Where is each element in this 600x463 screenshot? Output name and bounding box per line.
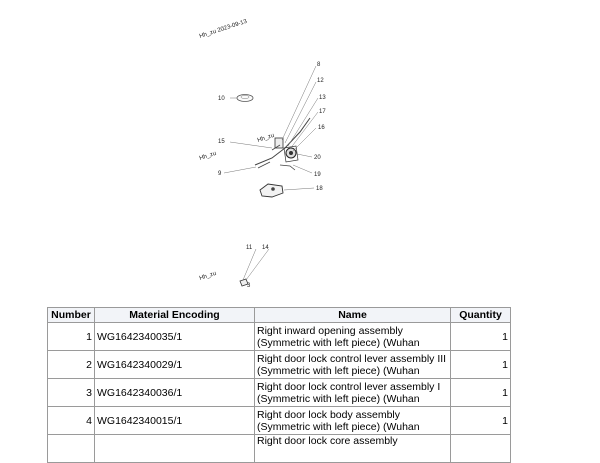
row-number: 4 <box>48 407 95 435</box>
table-row <box>48 407 511 435</box>
row-name: Right inward opening assembly (Symmetric with left piece) (Wuhan <box>255 323 451 351</box>
callout-17: 17 <box>319 109 326 115</box>
row-quantity: 1 <box>451 323 511 351</box>
row-material-code <box>95 435 255 463</box>
callout-13: 13 <box>319 95 326 101</box>
row-number: 3 <box>48 379 95 407</box>
callout-8: 8 <box>317 62 321 68</box>
parts-table <box>47 307 511 463</box>
row-quantity: 1 <box>451 351 511 379</box>
watermark-lower: Hh_zu <box>198 270 218 282</box>
callout-12: 12 <box>317 78 324 84</box>
part-10-cap <box>237 95 253 102</box>
table-row <box>48 435 511 463</box>
watermark-middle: Hh_zu <box>198 150 218 162</box>
row-quantity <box>451 435 511 463</box>
row-name: Right door lock control lever assembly I (Symmetric with left piece) (Wuhan <box>255 379 451 407</box>
row-quantity: 1 <box>451 407 511 435</box>
callout-9: 9 <box>218 171 222 177</box>
callout-20: 20 <box>314 155 321 161</box>
table-header-row <box>48 308 511 323</box>
table-row <box>48 379 511 407</box>
row-number: 2 <box>48 351 95 379</box>
part-18-lock-body <box>260 184 283 197</box>
table-row <box>48 351 511 379</box>
row-name: Right door lock body assembly (Symmetric with left piece) (Wuhan <box>255 407 451 435</box>
row-material-code: WG1642340036/1 <box>95 379 255 407</box>
callout-11: 11 <box>246 245 253 251</box>
row-number <box>48 435 95 463</box>
row-material-code: WG1642340035/1 <box>95 323 255 351</box>
row-number: 1 <box>48 323 95 351</box>
callout-3: 3 <box>247 283 251 289</box>
table-row <box>48 323 511 351</box>
row-material-code: WG1642340029/1 <box>95 351 255 379</box>
row-name: Right door lock control lever assembly III (Symmetric with left piece) (Wuhan <box>255 351 451 379</box>
callout-16: 16 <box>318 125 325 131</box>
header-quantity: Quantity <box>451 308 511 323</box>
row-name: Right door lock core assembly <box>255 435 451 463</box>
header-name: Name <box>255 308 451 323</box>
callout-19: 19 <box>314 172 321 178</box>
watermark-side: Hh_zu <box>256 132 276 144</box>
callout-10: 10 <box>218 96 225 102</box>
watermark-top: Hh_zu 2023-09-13 <box>198 18 248 40</box>
row-material-code: WG1642340015/1 <box>95 407 255 435</box>
callout-18: 18 <box>316 186 323 192</box>
row-quantity: 1 <box>451 379 511 407</box>
callout-15: 15 <box>218 139 225 145</box>
header-number: Number <box>48 308 95 323</box>
header-material-encoding: Material Encoding <box>95 308 255 323</box>
callout-14: 14 <box>262 245 269 251</box>
